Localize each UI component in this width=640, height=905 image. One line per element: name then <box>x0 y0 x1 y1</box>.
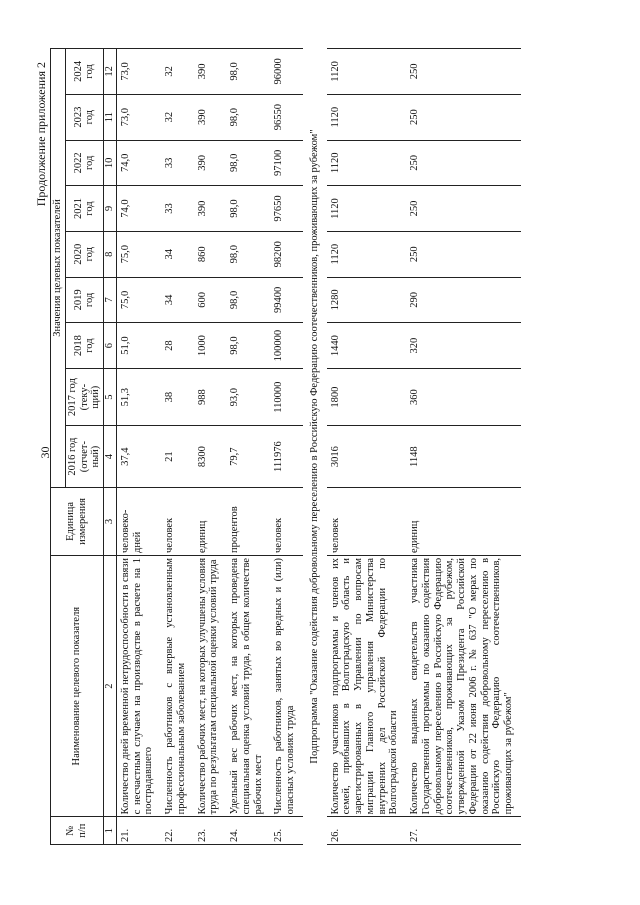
value-cell: 98,0 <box>226 140 270 186</box>
header-year: 2021 год <box>65 186 103 232</box>
column-index: 10 <box>104 140 117 186</box>
value-cell: 1120 <box>327 231 407 277</box>
table-row <box>327 49 407 845</box>
value-cell: 988 <box>194 368 227 425</box>
column-index: 5 <box>104 368 117 425</box>
value-cell: 74,0 <box>116 186 161 232</box>
value-cell: 28 <box>161 323 194 369</box>
value-cell: 32 <box>161 49 194 95</box>
subprogram-section <box>303 49 327 845</box>
indicators-table <box>50 48 521 845</box>
value-cell: 33 <box>161 186 194 232</box>
value-cell: 96550 <box>270 94 303 140</box>
value-cell: 290 <box>406 277 521 323</box>
value-cell: 99400 <box>270 277 303 323</box>
row-number: 25. <box>270 817 303 845</box>
value-cell: 1120 <box>327 94 407 140</box>
value-cell: 37,4 <box>116 426 161 488</box>
header-row-1 <box>51 49 66 845</box>
row-number: 26. <box>327 817 407 845</box>
column-index: 3 <box>104 487 117 555</box>
header-year: 2022 год <box>65 140 103 186</box>
column-index: 1 <box>104 817 117 845</box>
value-cell: 250 <box>406 49 521 95</box>
unit-cell: человек <box>161 487 194 555</box>
row-number: 22. <box>161 817 194 845</box>
value-cell: 1440 <box>327 323 407 369</box>
value-cell: 360 <box>406 368 521 425</box>
value-cell: 600 <box>194 277 227 323</box>
row-number: 27. <box>406 817 521 845</box>
column-index: 7 <box>104 277 117 323</box>
value-cell: 97650 <box>270 186 303 232</box>
value-cell: 96000 <box>270 49 303 95</box>
value-cell: 110000 <box>270 368 303 425</box>
value-cell: 73,0 <box>116 94 161 140</box>
column-index: 2 <box>104 555 117 816</box>
table-row <box>270 49 303 845</box>
header-year: 2016 год (отчет- ный) <box>65 426 103 488</box>
table-row <box>161 49 194 845</box>
value-cell: 75,0 <box>116 231 161 277</box>
page-number: 30 <box>38 446 52 459</box>
value-cell: 79,7 <box>226 426 270 488</box>
indicator-name: Численность работников с впервые установленным профессиональным заболеванием <box>161 555 194 816</box>
value-cell: 73,0 <box>116 49 161 95</box>
column-index: 9 <box>104 186 117 232</box>
header-year: 2023 год <box>65 94 103 140</box>
value-cell: 390 <box>194 94 227 140</box>
value-cell: 1148 <box>406 426 521 488</box>
value-cell: 390 <box>194 186 227 232</box>
row-number: 21. <box>116 817 161 845</box>
value-cell: 98,0 <box>226 323 270 369</box>
value-cell: 98,0 <box>226 277 270 323</box>
value-cell: 250 <box>406 94 521 140</box>
value-cell: 1000 <box>194 323 227 369</box>
value-cell: 74,0 <box>116 140 161 186</box>
table-body-a <box>116 49 303 845</box>
header-name: Наименование целевого показателя <box>51 555 104 816</box>
unit-cell: человек <box>270 487 303 555</box>
indicator-name: Численность работников, занятых во вредных и (или) опасных условиях труда <box>270 555 303 816</box>
value-cell: 93,0 <box>226 368 270 425</box>
header-group: Значения целевых показателей <box>51 49 66 488</box>
row-number: 24. <box>226 817 270 845</box>
header-year: 2024 год <box>65 49 103 95</box>
header-year: 2017 год (теку- щий) <box>65 368 103 425</box>
unit-cell: человек <box>327 487 407 555</box>
value-cell: 111976 <box>270 426 303 488</box>
header-year: 2020 год <box>65 231 103 277</box>
value-cell: 98,0 <box>226 49 270 95</box>
row-number: 23. <box>194 817 227 845</box>
indicator-name: Количество участников подпрограммы и членов их семей, прибывших в Волгоградскую область и зарегистрированных в Управлении по вопросам миграции Главного управления Министерства внутренних дел Российской Федерации по Волгоградской области <box>327 555 407 816</box>
column-index: 11 <box>104 94 117 140</box>
subprogram-heading: Подпрограмма "Оказание содействия добровольному переселению в Российскую Федерацию соотечественников, проживающих за рубежом" <box>308 129 320 764</box>
value-cell: 320 <box>406 323 521 369</box>
value-cell: 1280 <box>327 277 407 323</box>
value-cell: 38 <box>161 368 194 425</box>
value-cell: 98,0 <box>226 186 270 232</box>
table-row <box>406 49 521 845</box>
column-index: 8 <box>104 231 117 277</box>
value-cell: 250 <box>406 140 521 186</box>
column-index: 12 <box>104 49 117 95</box>
value-cell: 98,0 <box>226 231 270 277</box>
value-cell: 98200 <box>270 231 303 277</box>
table-body-b <box>327 49 521 845</box>
value-cell: 98,0 <box>226 94 270 140</box>
value-cell: 1120 <box>327 186 407 232</box>
indicator-name: Количество выданных свидетельств участника Государственной программы по оказанию содействия добровольному переселению в Российскую Федерацию соотечественников, проживающих за рубежом, утвержденной Указом Президента Российской Федерации от 22 июня 2006 г. № 637 "О мерах по оказанию содействия добровольному переселению в Российскую Федерацию соотечественников, проживающих за рубежом" <box>406 555 521 816</box>
column-index: 6 <box>104 323 117 369</box>
unit-cell: единиц <box>194 487 227 555</box>
unit-cell: процентов <box>226 487 270 555</box>
value-cell: 51,3 <box>116 368 161 425</box>
column-index-row <box>104 49 117 845</box>
value-cell: 32 <box>161 94 194 140</box>
value-cell: 3016 <box>327 426 407 488</box>
value-cell: 250 <box>406 186 521 232</box>
value-cell: 860 <box>194 231 227 277</box>
value-cell: 390 <box>194 140 227 186</box>
value-cell: 1120 <box>327 49 407 95</box>
value-cell: 1800 <box>327 368 407 425</box>
table-row <box>116 49 161 845</box>
value-cell: 34 <box>161 277 194 323</box>
value-cell: 33 <box>161 140 194 186</box>
value-cell: 8300 <box>194 426 227 488</box>
value-cell: 100000 <box>270 323 303 369</box>
header-year: 2019 год <box>65 277 103 323</box>
table-row <box>226 49 270 845</box>
value-cell: 51,0 <box>116 323 161 369</box>
unit-cell: единиц <box>406 487 521 555</box>
value-cell: 1120 <box>327 140 407 186</box>
value-cell: 21 <box>161 426 194 488</box>
continuation-note: Продолжение приложения 2 <box>34 62 48 207</box>
value-cell: 390 <box>194 49 227 95</box>
value-cell: 34 <box>161 231 194 277</box>
unit-cell: человеко-дней <box>116 487 161 555</box>
value-cell: 75,0 <box>116 277 161 323</box>
header-unit: Единица измерения <box>51 487 104 555</box>
indicator-name: Количество дней временной нетрудоспособности в связи с несчастным случаем на производстве в расчете на 1 пострадавшего <box>116 555 161 816</box>
value-cell: 97100 <box>270 140 303 186</box>
header-num: № п/п <box>51 817 104 845</box>
column-index: 4 <box>104 426 117 488</box>
indicator-name: Количество рабочих мест, на которых улучшены условия труда по результатам специальной оценки условий труда <box>194 555 227 816</box>
table-row <box>194 49 227 845</box>
value-cell: 250 <box>406 231 521 277</box>
header-year: 2018 год <box>65 323 103 369</box>
indicator-name: Удельный вес рабочих мест, на которых проведена специальная оценка условий труда, в общем количестве рабочих мест <box>226 555 270 816</box>
